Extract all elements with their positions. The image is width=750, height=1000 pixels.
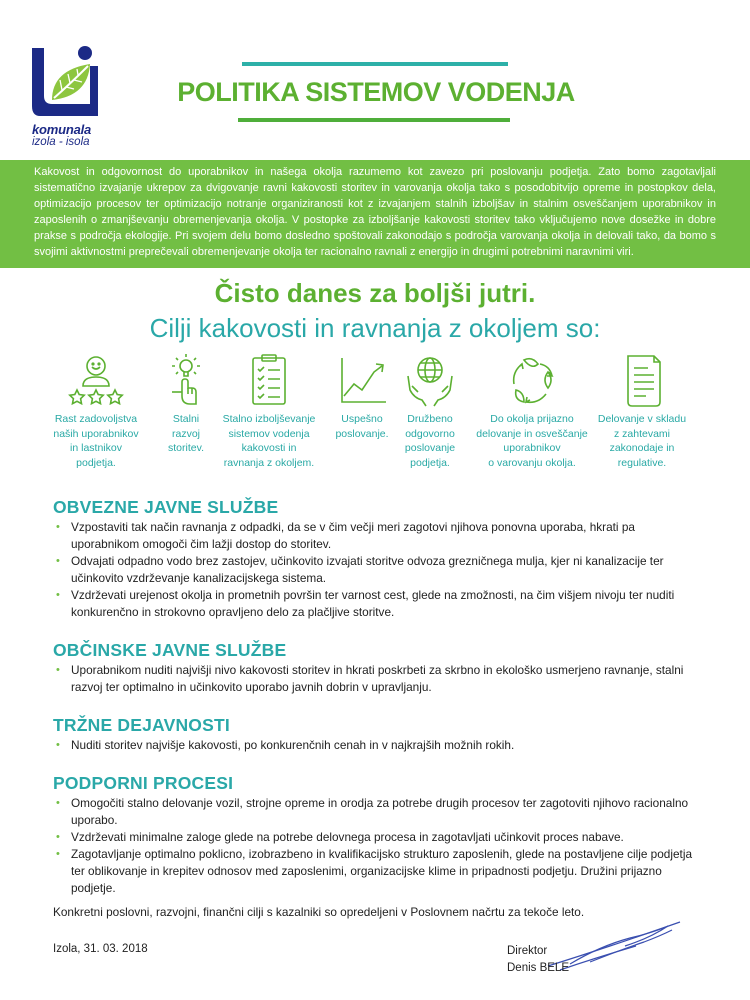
goal-item (48, 352, 144, 470)
date-place: Izola, 31. 03. 2018 (53, 943, 148, 955)
list-item: • Uporabnikom nuditi najvišji nivo kakovosti storitev in hkrati poskrbeti za skrbno in ekološko usmerjeno ravnanje, stalni razvoj ter optimalno in učinkovito uporabo javnih dobrin v upravljanju. (53, 662, 703, 696)
title-top-rule (242, 62, 508, 66)
policy-sections (53, 497, 703, 897)
regulation-document-icon (614, 352, 670, 408)
section-heading: TRŽNE DEJAVNOSTI (53, 715, 230, 735)
list-item: • Nuditi storitev najvišje kakovosti, po konkurenčnih cenah in v najkrajših možnih rokih. (53, 737, 703, 754)
goals-row (48, 352, 720, 472)
idea-bulb-hand-icon (158, 352, 214, 408)
globe-hands-icon (402, 352, 458, 408)
intro-text: Kakovost in odgovornost do uporabnikov in našega okolja razumemo kot zavezo pri poslovanju podjetja. Zato bomo zagotavljali sistematično izvajanje ukrepov za dvigovanje ravni kakovosti storitev in varovanja okolja tako s posodobitvijo opreme in postopkov dela, optimizacijo procesov ter optimizacijo notranje organiziranosti kot z izvajanjem stalnih izboljšav in stalnim osveščanjem uporabnikov in zaposlenih o zmanjševanju obremenjevanja okolja. V postopke za izboljšanje kakovosti storitev tako vključujemo nove dosežke in dobre prakse s področja ekologije. Pri svojem delu bomo dosledno spoštovali zakonodajo s področja varovanja okolja in delovali tako, da bomo s svojimi aktivnostmi preprečevali obremenjevanje okolja ter racionalno ravnali z energijo in drugimi potrebnimi naravnimi viri. (34, 166, 716, 258)
goal-label: Do okolja prijazno delovanje in osveščanje uporabnikov o varovanju okolja. (476, 413, 588, 469)
title-bottom-rule (238, 118, 510, 122)
company-logo (30, 44, 110, 156)
goal-item (214, 352, 324, 470)
goal-label: Stalno izboljševanje sistemov vodenja kakovosti in ravnanja z okoljem. (222, 413, 316, 469)
section-list (53, 737, 703, 754)
goal-label: Rast zadovoljstva naših uporabnikov in lastnikov podjetja. (53, 413, 139, 469)
checklist-clipboard-icon (241, 352, 297, 408)
list-item: • Vzdrževati urejenost okolja in prometnih površin ter varnost cest, glede na zmožnosti, na čim višjem nivoju ter nuditi konkurenčno in strokovno opravljeno delo za plačljive storitve. (53, 587, 703, 621)
director-name: Denis BELE (507, 962, 570, 974)
section-heading: OBČINSKE JAVNE SLUŽBE (53, 640, 287, 660)
goal-label: Delovanje v skladu z zahtevami zakonodaje in regulative. (597, 413, 687, 469)
goal-item (326, 352, 398, 441)
header (0, 0, 750, 160)
logo-subtitle: izola - isola (32, 136, 90, 148)
list-item: • Vzpostaviti tak način ravnanja z odpadki, da se v čim večji meri zagotovi njihova ponovna uporaba, hkrati pa uporabnikom omogoči čim lažji dostop do storitev. (53, 519, 703, 553)
section-heading: PODPORNI PROCESI (53, 773, 234, 793)
logo-name: komunala (32, 122, 92, 137)
goals-heading: Cilji kakovosti in ravnanja z okoljem so: (149, 313, 601, 343)
slogan: Čisto danes za boljši jutri. (214, 278, 536, 308)
list-item: • Odvajati odpadno vodo brez zastojev, učinkovito izvajati storitve odvoza grezničnega mulja, kjer ni kanalizacije ter učinkovito vzdrževanje kanalizacijskega sistema. (53, 553, 703, 587)
closing-statement: Konkretni poslovni, razvojni, finančni cilji s kazalniki so opredeljeni v Poslovnem načrtu za tekoče leto. (53, 905, 585, 919)
goal-label: Uspešno poslovanje. (335, 413, 389, 440)
section-list (53, 662, 703, 696)
goal-item (464, 352, 600, 470)
section-list (53, 519, 703, 621)
satisfaction-stars-icon (68, 352, 124, 408)
goal-item (148, 352, 224, 456)
intro-band (0, 160, 750, 268)
section-heading: OBVEZNE JAVNE SLUŽBE (53, 497, 279, 517)
director-role: Direktor (507, 945, 548, 957)
recycle-leaves-icon (504, 352, 560, 408)
list-item: • Omogočiti stalno delovanje vozil, strojne opreme in orodja za potrebe drugih procesov ter zagotoviti njihovo racionalno uporabo. (53, 795, 703, 829)
director-block (507, 943, 569, 977)
section-list (53, 795, 703, 897)
goal-label: Stalni razvoj storitev. (168, 413, 204, 454)
growth-chart-icon (334, 352, 390, 408)
list-item: • Vzdrževati minimalne zaloge glede na potrebe delovnega procesa in zagotavljati učinkovit proces nabave. (53, 829, 703, 846)
logo-leaf-icon (30, 44, 100, 118)
goal-item (392, 352, 468, 470)
page-title: POLITIKA SISTEMOV VODENJA (177, 77, 575, 107)
goal-item (590, 352, 694, 470)
goal-label: Družbeno odgovorno poslovanje podjetja. (404, 413, 456, 469)
list-item: • Zagotavljanje optimalno poklicno, izobrazbeno in kvalifikacijsko strukturo zaposlenih, glede na postavljene cilje podjetja ter oblikovanje in krepitev odnosov med zaposlenimi, organizacijske klime in pripadnosti podjetju. Družini prijazno podjetje. (53, 846, 703, 897)
